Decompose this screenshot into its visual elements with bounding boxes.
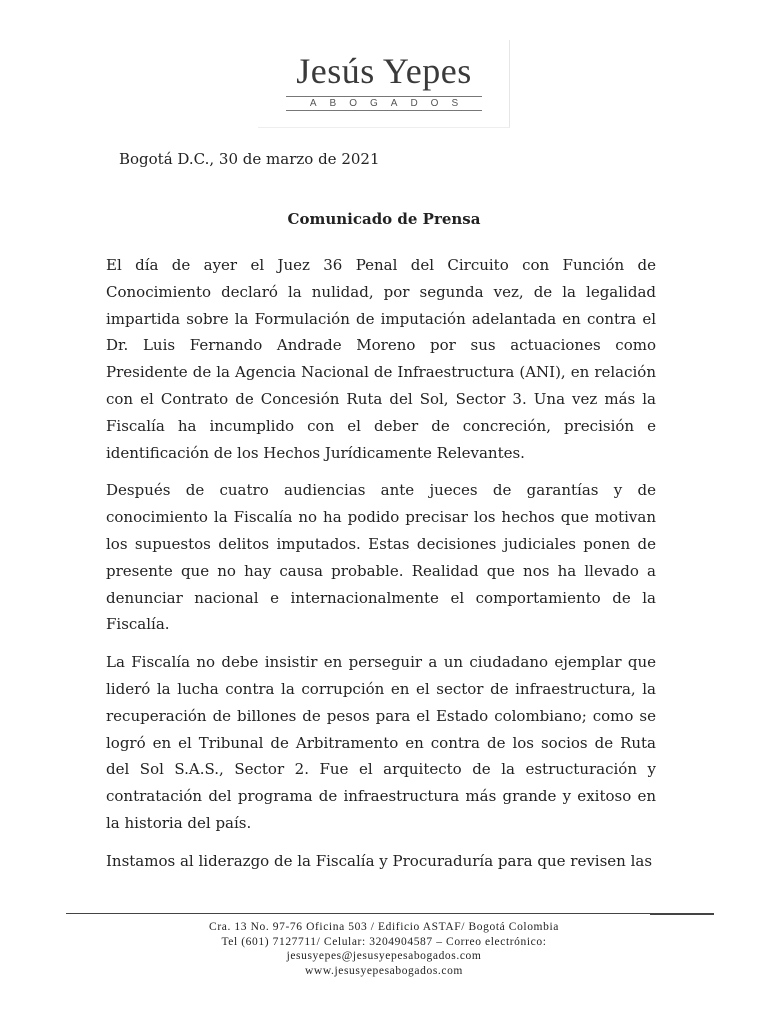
paragraph: La Fiscalía no debe insistir en perseguir a un ciudadano ejemplar que lideró la lucha contra la corrupción en el sector de infraestructura, la recuperación de billones de pesos para el Estado colombiano; como se logró en el Tribunal de Arbitramento en contra de los socios de Ruta del Sol S.A.S., Sector 2. Fue el arquitecto de la estructuración y contratación del programa de infraestructura más grande y exitoso en la historia del país.: [106, 653, 656, 832]
footer-divider: [66, 913, 714, 914]
footer-website: www.jesusyepesabogados.com: [305, 964, 463, 977]
paragraph: Instamos al liderazgo de la Fiscalía y Procuraduría para que revisen las: [106, 851, 653, 870]
footer-phone: Tel (601) 7127711/ Celular: 3204904587 – Correo electrónico:: [221, 935, 547, 948]
footer-divider-tail: [650, 914, 714, 915]
document-date: Bogotá D.C., 30 de marzo de 2021: [119, 150, 380, 168]
logo-rule-bottom: [286, 110, 482, 111]
footer-address: Cra. 13 No. 97-76 Oficina 503 / Edificio ASTAF/ Bogotá Colombia: [209, 921, 559, 933]
document-title: Comunicado de Prensa: [287, 210, 481, 228]
letterhead-logo: [258, 40, 510, 128]
footer-email: jesusyepes@jesusyepesabogados.com: [286, 950, 482, 962]
paragraph: El día de ayer el Juez 36 Penal del Circuito con Función de Conocimiento declaró la nulidad, por segunda vez, de la legalidad impartida sobre la Formulación de imputación adelantada en contra el Dr. Luis Fernando Andrade Moreno por sus actuaciones como Presidente de la Agencia Nacional de Infraestructura (ANI), en relación con el Contrato de Concesión Ruta del Sol, Sector 3. Una vez más la Fiscalía ha incumplido con el deber de concreción, precisión e identificación de los Hechos Jurídicamente Relevantes.: [106, 256, 656, 462]
paragraph: Después de cuatro audiencias ante jueces de garantías y de conocimiento la Fiscalía no ha podido precisar los hechos que motivan los supuestos delitos imputados. Estas decisiones judiciales ponen de presente que no hay causa probable. Realidad que nos ha llevado a denunciar nacional e internacionalmente el comportamiento de la Fiscalía.: [106, 481, 656, 634]
logo-name: Jesús Yepes: [296, 51, 472, 91]
footer: [0, 920, 768, 978]
logo-subtitle: ABOGADOS: [309, 98, 472, 109]
document-body: [106, 252, 656, 886]
